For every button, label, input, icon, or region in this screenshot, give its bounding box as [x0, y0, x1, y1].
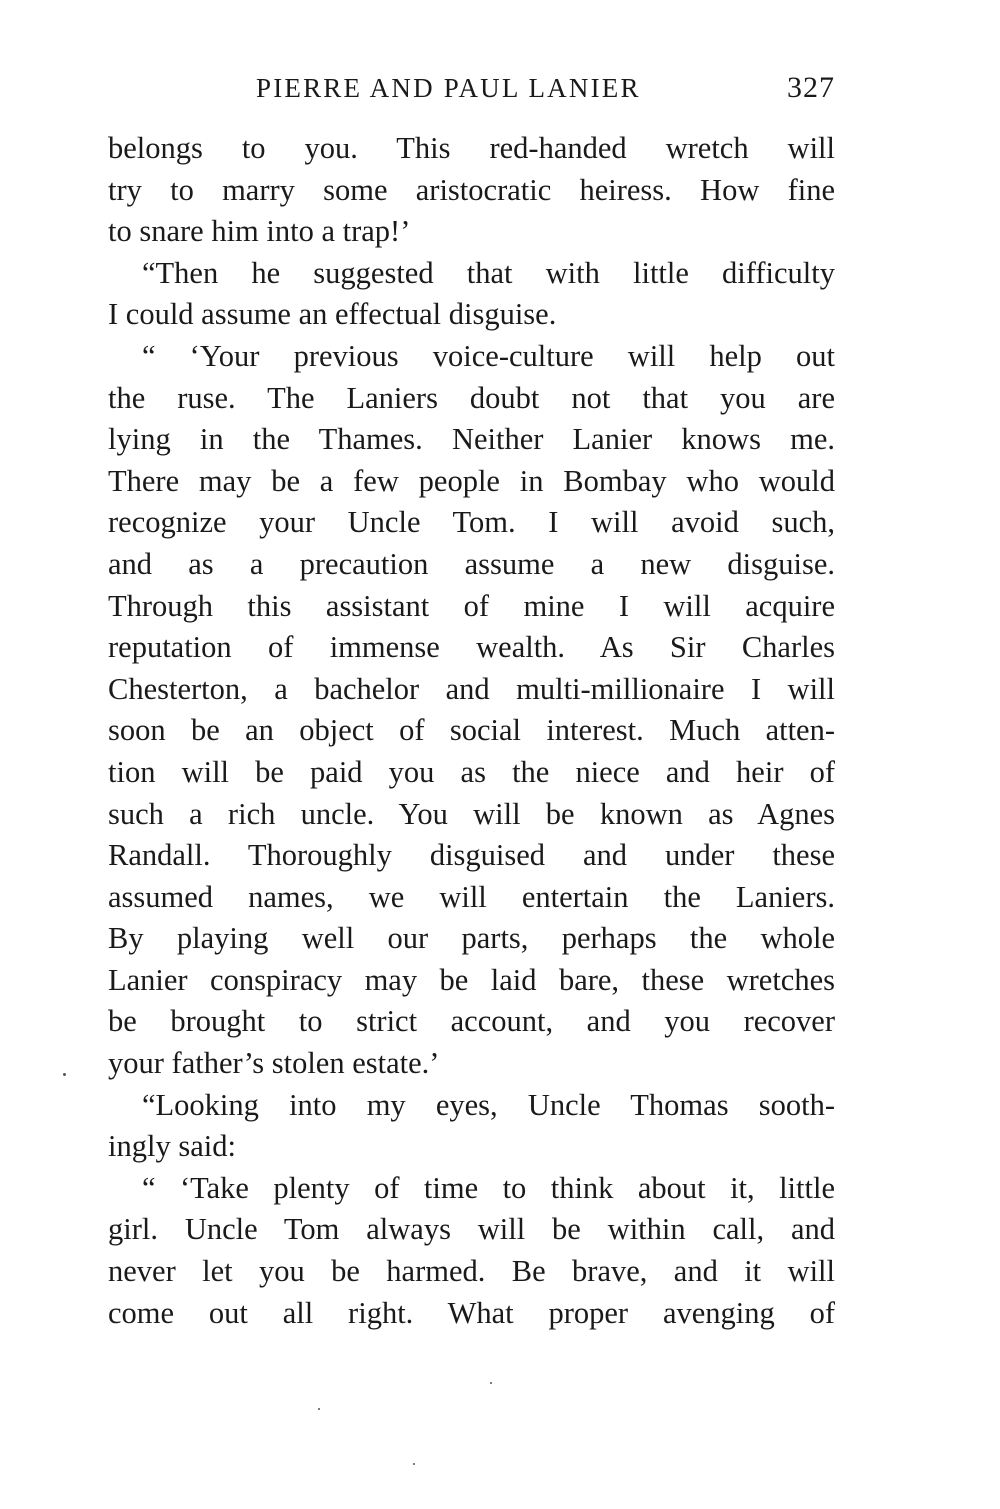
text-line: your father’s stolen estate.’ — [108, 1046, 440, 1081]
text-line: and as a precaution assume a new disguise. — [108, 546, 835, 581]
text-line: tion will be paid you as the niece and heir of — [108, 754, 835, 789]
text-line: Randall. Thoroughly disguised and under these — [108, 838, 835, 873]
text-line: to snare him into a trap!’ — [108, 214, 411, 249]
text-line: lying in the Thames. Neither Lanier knows me. — [108, 422, 835, 457]
text-line: reputation of immense wealth. As Sir Charles — [108, 630, 835, 665]
text-line: never let you be harmed. Be brave, and it will — [108, 1254, 835, 1289]
text-line: girl. Uncle Tom always will be within call, and — [108, 1212, 835, 1247]
scan-speck — [63, 1073, 66, 1076]
text-line: “ ‘Your previous voice-culture will help out — [142, 338, 835, 373]
scan-speck — [413, 1463, 415, 1465]
text-line: “Then he suggested that with little difficulty — [142, 255, 835, 290]
body-text — [108, 128, 835, 1334]
text-line: I could assume an effectual disguise. — [108, 297, 557, 332]
text-line: By playing well our parts, perhaps the whole — [108, 921, 835, 956]
text-line: There may be a few people in Bombay who would — [108, 463, 835, 498]
running-head — [108, 70, 835, 110]
text-line: belongs to you. This red-handed wretch will — [108, 131, 835, 165]
text-line: “Looking into my eyes, Uncle Thomas sooth- — [142, 1087, 835, 1122]
text-line: ingly said: — [108, 1129, 236, 1164]
text-line: Through this assistant of mine I will acquire — [108, 588, 835, 623]
text-line: Chesterton, a bachelor and multi-millionaire I will — [108, 671, 835, 706]
page-number: 327 — [787, 71, 835, 104]
text-line: such a rich uncle. You will be known as Agnes — [108, 796, 835, 831]
text-line: Lanier conspiracy may be laid bare, these wretches — [108, 962, 835, 997]
scan-speck — [318, 1408, 320, 1410]
text-line: assumed names, we will entertain the Laniers. — [108, 879, 835, 914]
scan-speck — [490, 1382, 492, 1384]
text-line: come out all right. What proper avenging of — [108, 1295, 835, 1330]
text-line: “ ‘Take plenty of time to think about it, little — [142, 1170, 835, 1205]
text-line: recognize your Uncle Tom. I will avoid such, — [108, 505, 835, 540]
text-line: soon be an object of social interest. Much atten- — [108, 713, 835, 748]
text-line: try to marry some aristocratic heiress. How fine — [108, 172, 835, 207]
text-line: be brought to strict account, and you recover — [108, 1004, 835, 1039]
text-line: the ruse. The Laniers doubt not that you are — [108, 380, 835, 415]
running-title: PIERRE AND PAUL LANIER — [256, 73, 641, 103]
